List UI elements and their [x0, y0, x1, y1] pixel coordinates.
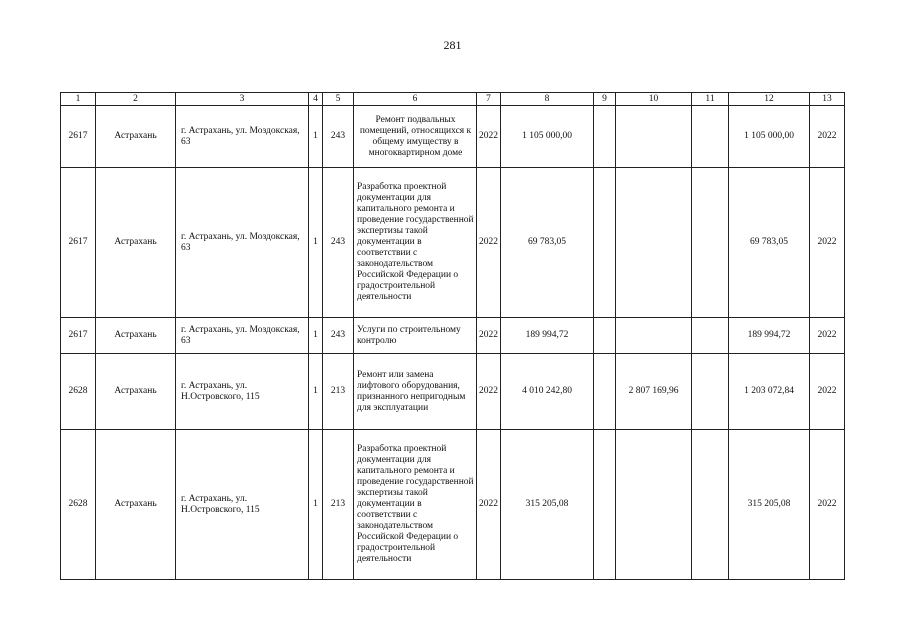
row-address: г. Астрахань, ул. Моздокская, 63	[176, 318, 309, 354]
column-header: 8	[501, 93, 594, 106]
row-col9	[594, 318, 616, 354]
row-col11	[692, 318, 729, 354]
row-col12: 1 203 072,84	[729, 354, 810, 430]
column-header: 7	[477, 93, 501, 106]
row-id: 2617	[61, 168, 96, 318]
row-col4: 1	[309, 430, 323, 580]
row-col13: 2022	[810, 354, 845, 430]
column-header: 1	[61, 93, 96, 106]
row-address: г. Астрахань, ул. Н.Островского, 115	[176, 354, 309, 430]
row-col13: 2022	[810, 168, 845, 318]
row-year: 2022	[477, 430, 501, 580]
row-col12: 69 783,05	[729, 168, 810, 318]
row-city: Астрахань	[96, 168, 176, 318]
row-work-type: Разработка проектной документации для капитального ремонта и проведение государственной экспертизы такой документации в соответствии с законодательством Российской Федерации о градостроительной деятельности	[354, 430, 477, 580]
row-total-cost: 69 783,05	[501, 168, 594, 318]
row-col10	[616, 430, 692, 580]
row-total-cost: 4 010 242,80	[501, 354, 594, 430]
row-col5: 243	[323, 106, 354, 168]
column-header: 13	[810, 93, 845, 106]
row-col5: 213	[323, 354, 354, 430]
row-col5: 243	[323, 318, 354, 354]
row-col11	[692, 106, 729, 168]
row-col9	[594, 168, 616, 318]
row-id: 2628	[61, 430, 96, 580]
row-col10	[616, 168, 692, 318]
column-header: 6	[354, 93, 477, 106]
column-header: 11	[692, 93, 729, 106]
table-row	[61, 318, 845, 354]
column-header: 3	[176, 93, 309, 106]
row-col12: 1 105 000,00	[729, 106, 810, 168]
row-city: Астрахань	[96, 430, 176, 580]
row-col10	[616, 318, 692, 354]
row-col4: 1	[309, 106, 323, 168]
row-col11	[692, 430, 729, 580]
table-row	[61, 430, 845, 580]
row-year: 2022	[477, 354, 501, 430]
row-year: 2022	[477, 168, 501, 318]
row-work-type: Услуги по строительному контролю	[354, 318, 477, 354]
row-address: г. Астрахань, ул. Моздокская, 63	[176, 106, 309, 168]
row-col9	[594, 106, 616, 168]
row-col9	[594, 430, 616, 580]
row-total-cost: 315 205,08	[501, 430, 594, 580]
page-number: 281	[443, 38, 462, 52]
row-col4: 1	[309, 354, 323, 430]
column-header: 9	[594, 93, 616, 106]
row-total-cost: 189 994,72	[501, 318, 594, 354]
table-row	[61, 106, 845, 168]
row-col10: 2 807 169,96	[616, 354, 692, 430]
table-row	[61, 168, 845, 318]
column-header: 4	[309, 93, 323, 106]
table-row	[61, 354, 845, 430]
column-number-row	[61, 93, 845, 106]
row-col13: 2022	[810, 430, 845, 580]
row-col11	[692, 168, 729, 318]
row-total-cost: 1 105 000,00	[501, 106, 594, 168]
row-city: Астрахань	[96, 318, 176, 354]
row-col4: 1	[309, 168, 323, 318]
row-work-type: Ремонт подвальных помещений, относящихся к общему имуществу в многоквартирном доме	[354, 106, 477, 168]
row-col12: 315 205,08	[729, 430, 810, 580]
row-id: 2628	[61, 354, 96, 430]
row-address: г. Астрахань, ул. Н.Островского, 115	[176, 430, 309, 580]
row-work-type: Ремонт или замена лифтового оборудования, признанного непригодным для эксплуатации	[354, 354, 477, 430]
row-col13: 2022	[810, 106, 845, 168]
row-col5: 243	[323, 168, 354, 318]
row-col9	[594, 354, 616, 430]
row-year: 2022	[477, 318, 501, 354]
column-header: 12	[729, 93, 810, 106]
column-header: 5	[323, 93, 354, 106]
row-city: Астрахань	[96, 354, 176, 430]
capital-repair-table	[60, 92, 845, 580]
row-address: г. Астрахань, ул. Моздокская, 63	[176, 168, 309, 318]
row-city: Астрахань	[96, 106, 176, 168]
row-col11	[692, 354, 729, 430]
row-col4: 1	[309, 318, 323, 354]
row-col13: 2022	[810, 318, 845, 354]
row-work-type: Разработка проектной документации для капитального ремонта и проведение государственной экспертизы такой документации в соответствии с законодательством Российской Федерации о градостроительной деятельности	[354, 168, 477, 318]
row-id: 2617	[61, 318, 96, 354]
row-year: 2022	[477, 106, 501, 168]
row-col12: 189 994,72	[729, 318, 810, 354]
column-header: 10	[616, 93, 692, 106]
column-header: 2	[96, 93, 176, 106]
row-col10	[616, 106, 692, 168]
row-col5: 213	[323, 430, 354, 580]
row-id: 2617	[61, 106, 96, 168]
